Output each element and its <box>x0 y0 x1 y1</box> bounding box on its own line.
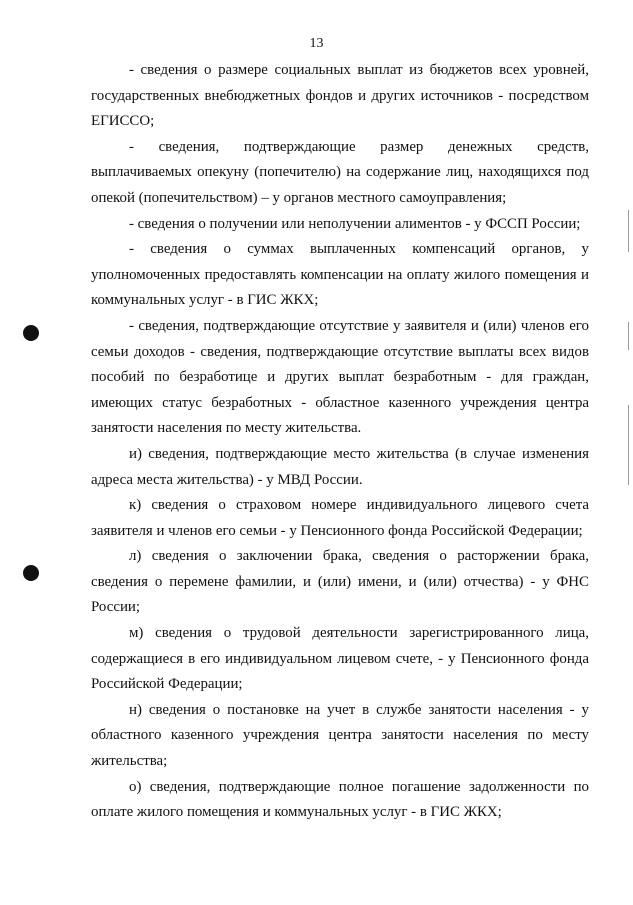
paragraph-egisso: - сведения о размере социальных выплат из бюджетов всех уровней, государственных внебюджетных фондов и других источников - посредством ЕГИССО; <box>91 62 589 130</box>
paragraph-item-k: к) сведения о страховом номере индивидуального лицевого счета заявителя и членов его семьи - у Пенсионного фонда Российской Федерации; <box>91 497 589 539</box>
paragraph-guardian-funds: - сведения, подтверждающие размер денежных средств, выплачиваемых опекуну (попечителю) на содержание лиц, находящихся под опекой (попечительством) – у органов местного самоуправления; <box>91 138 589 206</box>
paragraph-no-income: - сведения, подтверждающие отсутствие у заявителя и (или) членов его семьи доходов - сведения, подтверждающие отсутствие выплаты всех видов пособий по безработице и других выплат безработным - для граждан, имеющих статус безработных - областное казенного учреждения центра занятости населения по месту жительства. <box>91 317 589 437</box>
paragraph-item-l: л) сведения о заключении брака, сведения о расторжении брака, сведения о перемене фамилии, и (или) имени, и (или) отчества) - у ФНС России; <box>91 548 589 616</box>
scan-edge-mark <box>628 210 629 252</box>
paragraph-item-n: н) сведения о постановке на учет в службе занятости населения - у областного казенного учреждения центра занятости населения по месту жительства; <box>91 701 589 770</box>
paragraph-item-i: и) сведения, подтверждающие место жительства (в случае изменения адреса места жительства) - у МВД России. <box>91 445 589 488</box>
page-number: 13 <box>309 36 324 51</box>
paragraph-item-m: м) сведения о трудовой деятельности зарегистрированного лица, содержащиеся в его индивидуальном лицевом счете, - у Пенсионного фонда Российской Федерации; <box>91 625 589 693</box>
punch-hole-top <box>23 325 39 341</box>
scan-edge-mark <box>628 405 629 485</box>
punch-hole-bottom <box>23 565 39 581</box>
paragraph-housing-compensation: - сведения о суммах выплаченных компенсаций органов, у уполномоченных предоставлять компенсации на оплату жилого помещения и коммунальных услуг - в ГИС ЖКХ; <box>91 241 589 309</box>
paragraph-item-o: о) сведения, подтверждающие полное погашение задолженности по оплате жилого помещения и коммунальных услуг - в ГИС ЖКХ; <box>91 778 589 821</box>
scan-edge-mark <box>628 322 629 350</box>
paragraph-alimony: - сведения о получении или неполучении алиментов - у ФССП России; <box>129 215 581 232</box>
document-body <box>91 58 589 826</box>
